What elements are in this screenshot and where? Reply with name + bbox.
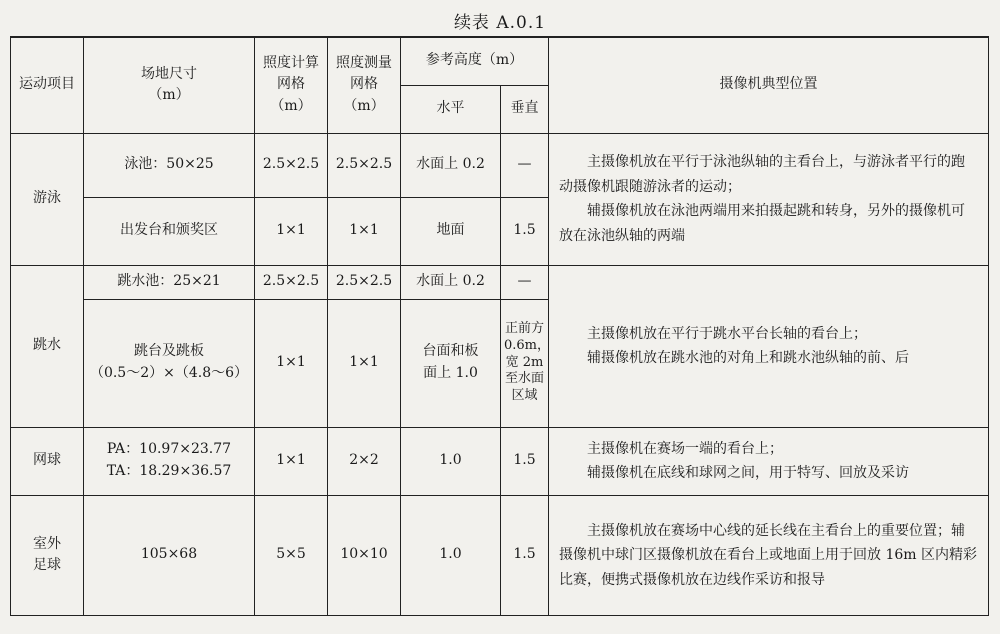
cell-horizontal: 水面上 0.2 — [401, 265, 501, 299]
header-measure-grid — [328, 37, 401, 133]
cell-calc-grid: 2.5×2.5 — [255, 133, 328, 197]
cell-horizontal: 地面 — [401, 197, 501, 265]
cell-calc-grid: 2.5×2.5 — [255, 265, 328, 299]
cell-calc-grid: 5×5 — [255, 495, 328, 616]
cell-size: 泳池：50×25 — [84, 133, 255, 197]
camera-desc-aux: 辅摄像机放在泳池两端用来拍摄起跳和转身，另外的摄像机可放在泳池纵轴的两端 — [559, 203, 965, 244]
cell-calc-grid: 1×1 — [255, 197, 328, 265]
sport-tennis: 网球 — [11, 427, 84, 495]
header-horizontal: 水平 — [401, 85, 501, 133]
cell-vertical: — — [501, 133, 549, 197]
cell-size: 跳水池：25×21 — [84, 265, 255, 299]
camera-position-table — [10, 36, 989, 616]
sport-diving: 跳水 — [11, 265, 84, 427]
header-size — [84, 37, 255, 133]
camera-desc-main: 主摄像机在赛场一端的看台上； — [587, 440, 783, 457]
size-line: （0.5～2）×（4.8～6） — [89, 365, 249, 381]
header-calc-grid-unit: （m） — [270, 98, 312, 115]
cell-size: 出发台和颁奖区 — [84, 197, 255, 265]
horizontal-line: 台面和板 — [422, 343, 479, 360]
header-vertical: 垂直 — [501, 85, 549, 133]
table-title: 续表 A.0.1 — [453, 13, 547, 33]
camera-desc-text: 主摄像机放在赛场中心线的延长线在主看台上的重要位置；辅摄像机中球门区摄像机放在看台上或地面上用于回放 16m 区内精彩比赛，便携式摄像机放在边线作采访和报导 — [559, 522, 977, 588]
camera-desc-swimming — [549, 133, 989, 265]
cell-measure-grid: 2×2 — [328, 427, 401, 495]
cell-horizontal: 水面上 0.2 — [401, 133, 501, 197]
cell-vertical: 正前方0.6m，宽 2m至水面区域 — [501, 299, 549, 427]
header-ref-height: 参考高度（m） — [401, 37, 549, 85]
camera-desc-main: 主摄像机放在平行于泳池纵轴的主看台上，与游泳者平行的跑动摄像机跟随游泳者的运动； — [559, 154, 965, 195]
camera-desc-aux: 辅摄像机在底线和球网之间，用于特写、回放及采访 — [587, 465, 909, 481]
header-calc-grid-label: 照度计算网格 — [263, 54, 319, 93]
cell-measure-grid: 1×1 — [328, 197, 401, 265]
cell-measure-grid: 1×1 — [328, 299, 401, 427]
header-measure-grid-label: 照度测量网格 — [336, 54, 392, 93]
cell-calc-grid: 1×1 — [255, 427, 328, 495]
header-size-unit: （m） — [148, 87, 190, 104]
cell-size — [84, 299, 255, 427]
size-line: TA：18.29×36.57 — [106, 463, 232, 479]
horizontal-line: 面上 1.0 — [423, 365, 478, 381]
cell-measure-grid: 2.5×2.5 — [328, 265, 401, 299]
size-line: 跳台及跳板 — [134, 343, 204, 360]
cell-calc-grid: 1×1 — [255, 299, 328, 427]
camera-desc-diving — [549, 265, 989, 427]
cell-size: 105×68 — [84, 495, 255, 616]
sport-line: 室外足球 — [32, 535, 61, 574]
cell-measure-grid: 2.5×2.5 — [328, 133, 401, 197]
camera-desc-aux: 辅摄像机放在跳水池的对角上和跳水池纵轴的前、后 — [587, 350, 909, 366]
header-camera-position: 摄像机典型位置 — [549, 37, 989, 133]
cell-measure-grid: 10×10 — [328, 495, 401, 616]
cell-vertical: 1.5 — [501, 495, 549, 616]
header-measure-grid-unit: （m） — [343, 98, 385, 115]
camera-desc-football — [549, 495, 989, 616]
sport-swimming: 游泳 — [11, 133, 84, 265]
cell-horizontal: 1.0 — [401, 427, 501, 495]
camera-desc-tennis — [549, 427, 989, 495]
cell-vertical: 1.5 — [501, 427, 549, 495]
cell-vertical: — — [501, 265, 549, 299]
header-sport: 运动项目 — [11, 37, 84, 133]
camera-desc-main: 主摄像机放在平行于跳水平台长轴的看台上； — [587, 325, 867, 342]
cell-vertical: 1.5 — [501, 197, 549, 265]
cell-horizontal: 1.0 — [401, 495, 501, 616]
cell-size — [84, 427, 255, 495]
cell-horizontal — [401, 299, 501, 427]
sport-football — [11, 495, 84, 616]
header-size-label: 场地尺寸 — [141, 65, 197, 82]
header-calc-grid — [255, 37, 328, 133]
size-line: PA：10.97×23.77 — [106, 441, 232, 458]
